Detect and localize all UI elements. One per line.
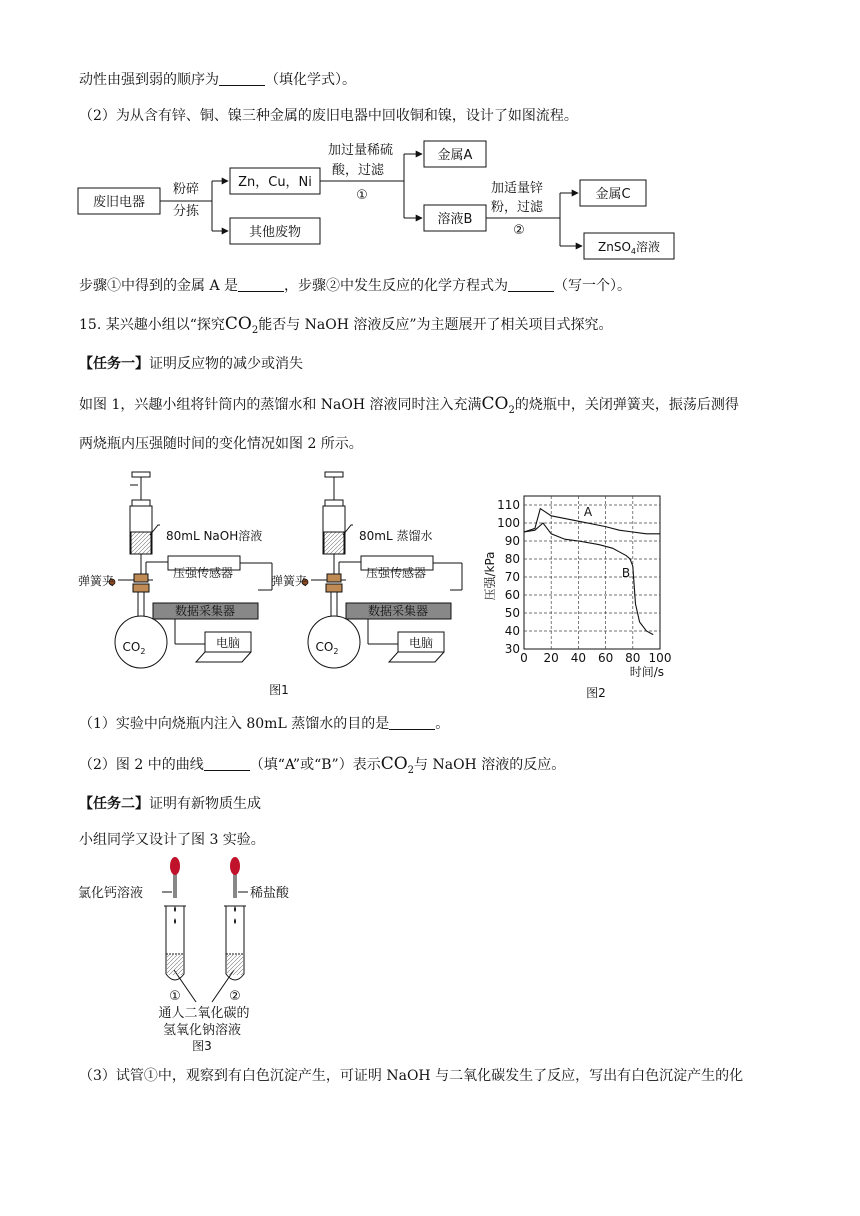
- x-tick-label: 0: [520, 651, 528, 665]
- subq-2: （2）图 2 中的曲线 （填“A”或“B”）表示$CO_2$与 NaOH 溶液的反应。: [79, 754, 566, 776]
- answer-blank[interactable]: [238, 277, 284, 292]
- tube-2-label: ②: [229, 989, 241, 1004]
- collector-label-2: 数据采集器: [367, 604, 429, 618]
- naoh-label: 80mL NaOH溶液: [166, 529, 263, 543]
- y-axis-label: 压强/kPa: [483, 551, 497, 601]
- flow-node-metal-c: 金属C: [595, 187, 631, 202]
- q14-question: 步骤①中得到的金属 A 是 ，步骤②中发生反应的化学方程式为 （写一个）。: [79, 278, 632, 294]
- hcl-label: 稀盐酸: [250, 886, 290, 901]
- y-tick-label: 100: [497, 516, 520, 530]
- subq-3: （3）试管①中，观察到有白色沉淀产生，可证明 NaOH 与二氧化碳发生了反应，写出有白色沉淀产生的化: [79, 1068, 744, 1084]
- flow-edge-crush: 粉碎: [173, 182, 200, 197]
- x-tick-label: 60: [597, 651, 614, 665]
- y-tick-label: 50: [504, 606, 520, 620]
- y-tick-label: 110: [497, 498, 520, 512]
- q14-line1: 动性由强到弱的顺序为 （填化学式）。: [79, 72, 356, 88]
- flow-edge-acid-2: 酸，过滤: [332, 163, 385, 178]
- dropper-bulb-1: [170, 857, 180, 875]
- flow-node-solution-b: 溶液B: [437, 212, 473, 227]
- dropper-bulb-2: [230, 857, 240, 875]
- answer-blank[interactable]: [219, 71, 265, 86]
- flow-node-waste: 废旧电器: [92, 195, 146, 210]
- figure-1-caption: 图1: [269, 683, 289, 697]
- series-label-a: A: [583, 504, 593, 519]
- x-tick-label: 40: [570, 651, 587, 665]
- solution-label-line-2: 氢氧化钠溶液: [162, 1023, 242, 1038]
- chart-grid: [524, 496, 660, 649]
- figure-3-caption: 图3: [192, 1039, 212, 1053]
- computer-label-2: 电脑: [408, 636, 434, 650]
- plot-frame: [524, 496, 660, 649]
- flow-edge-sort: 分拣: [173, 204, 200, 219]
- answer-blank[interactable]: [204, 756, 250, 771]
- q15-para1: 如图 1，兴趣小组将针筒内的蒸馏水和 NaOH 溶液同时注入充满$CO_2$的烧瓶中，关闭弹簧夹，振荡后测得: [79, 394, 739, 416]
- q15-intro: 15. 某兴趣小组以“探究$CO_2$能否与 NaOH 溶液反应”为主题展开了相关项目式探究。: [79, 314, 613, 336]
- cacl2-label: 氯化钙溶液: [78, 886, 144, 901]
- y-tick-label: 30: [504, 642, 520, 656]
- flask-label-1: $CO_2$: [122, 640, 146, 656]
- flow-node-metal-a: 金属A: [437, 148, 473, 163]
- flask-label-2: $CO_2$: [315, 640, 339, 656]
- flow-node-metals: Zn，Cu，Ni: [238, 175, 312, 190]
- y-tick-label: 40: [504, 624, 520, 638]
- subq-1: （1）实验中向烧瓶内注入 80mL 蒸馏水的目的是 。: [79, 716, 450, 732]
- x-tick-label: 100: [648, 651, 672, 665]
- clamp-label-1: 弹簧夹: [78, 574, 115, 588]
- figure-3-test-tubes: [78, 854, 318, 1054]
- water-label: 80mL 蒸馏水: [359, 529, 433, 543]
- q15-para3: 小组同学又设计了图 3 实验。: [79, 832, 265, 848]
- answer-blank[interactable]: [389, 715, 435, 730]
- sensor-label-2: 压强传感器: [366, 566, 427, 580]
- computer-label-1: 电脑: [215, 636, 241, 650]
- series-line-b: [524, 523, 653, 635]
- task2-heading: 【任务二】证明有新物质生成: [79, 796, 261, 812]
- figure-2-pressure-chart: [480, 486, 700, 701]
- y-tick-label: 90: [504, 534, 520, 548]
- sensor-label-1: 压强传感器: [173, 566, 234, 580]
- x-axis-label: 时间/s: [629, 665, 664, 679]
- figure-1-apparatus: [78, 470, 478, 702]
- answer-blank[interactable]: [508, 277, 554, 292]
- x-tick-label: 80: [625, 651, 641, 665]
- flow-edge-zinc-1: 加适量锌: [491, 181, 544, 196]
- y-tick-label: 80: [504, 552, 520, 566]
- series-label-b: B: [621, 566, 631, 580]
- solution-label-line-1: 通人二氧化碳的: [158, 1006, 250, 1021]
- q15-para2: 两烧瓶内压强随时间的变化情况如图 2 所示。: [79, 436, 363, 452]
- flow-step-2: ②: [513, 223, 525, 238]
- tube-1-label: ①: [169, 989, 181, 1004]
- flow-node-znso4: ZnSO$_4$溶液: [598, 240, 660, 256]
- flow-step-1: ①: [356, 188, 368, 203]
- flow-node-other: 其他废物: [248, 225, 302, 240]
- task1-heading: 【任务一】证明反应物的减少或消失: [79, 356, 303, 372]
- flow-edge-zinc-2: 粉，过滤: [491, 200, 544, 215]
- collector-label-1: 数据采集器: [174, 604, 236, 618]
- y-tick-label: 70: [504, 570, 520, 584]
- y-tick-label: 60: [504, 588, 520, 602]
- q14-part2: （2）为从含有锌、铜、镍三种金属的废旧电器中回收铜和镍，设计了如图流程。: [79, 108, 578, 124]
- chart-series: [524, 505, 660, 635]
- figure-2-caption: 图2: [586, 686, 606, 700]
- clamp-label-2: 弹簧夹: [271, 574, 308, 588]
- x-tick-label: 20: [543, 651, 559, 665]
- recycling-flow-diagram: [70, 138, 690, 268]
- flow-edge-acid-1: 加过量稀硫: [328, 143, 394, 158]
